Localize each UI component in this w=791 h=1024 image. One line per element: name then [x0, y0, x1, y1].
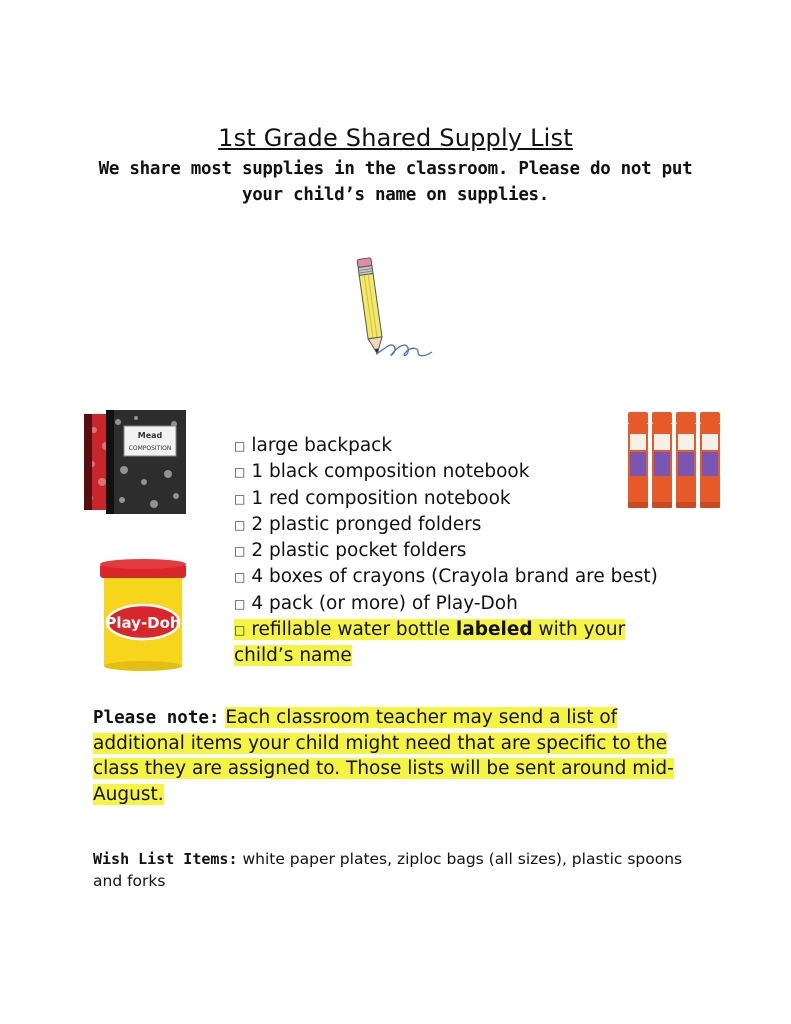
- composition-notebooks-image: [84, 410, 188, 518]
- list-item: □ 1 black composition notebook: [234, 461, 530, 483]
- pencil-icon: [352, 254, 436, 364]
- note-text: Each classroom teacher may send a list of additional items your child might need that are specific to the class they are assigned to. Those lists will be sent around mid-August.: [93, 707, 674, 805]
- page-title: 1st Grade Shared Supply List: [218, 124, 573, 152]
- list-item: □ 2 plastic pocket folders: [234, 540, 467, 562]
- list-item-water-bottle: □ refillable water bottle labeled with your child’s name: [234, 619, 626, 667]
- list-item: □ 4 pack (or more) of Play-Doh: [234, 592, 518, 614]
- list-item: □ large backpack: [234, 435, 393, 456]
- checkbox-icon: □: [234, 544, 246, 559]
- wish-list-label: Wish List Items:: [93, 850, 238, 868]
- checkbox-icon: □: [234, 491, 246, 506]
- checkbox-icon: □: [234, 570, 246, 585]
- notebook-brand: Mead: [137, 431, 163, 440]
- list-item: □ 1 red composition notebook: [234, 487, 511, 509]
- wish-list: [93, 848, 693, 892]
- checkbox-icon: □: [234, 439, 246, 453]
- checkbox-icon: □: [234, 517, 246, 532]
- list-item: □ 2 plastic pronged folders: [234, 513, 482, 535]
- wish-list-text: white paper plates, ziploc bags (all sizes), plastic spoons and forks: [93, 850, 683, 890]
- checkbox-icon: □: [234, 596, 246, 611]
- play-doh-can-image: [98, 558, 188, 672]
- checkbox-icon: □: [234, 623, 246, 638]
- notebook-label: COMPOSITION: [128, 445, 172, 452]
- supply-checklist: [234, 433, 664, 669]
- playdoh-logo: Play-Doh: [105, 614, 181, 632]
- please-note: [93, 705, 703, 807]
- checkbox-icon: □: [234, 465, 246, 480]
- list-item: □ 4 boxes of crayons (Crayola brand are best): [234, 566, 658, 588]
- page-subtitle: We share most supplies in the classroom. Please do not put your child’s name on supplies.: [98, 159, 693, 205]
- note-label: Please note:: [93, 708, 220, 728]
